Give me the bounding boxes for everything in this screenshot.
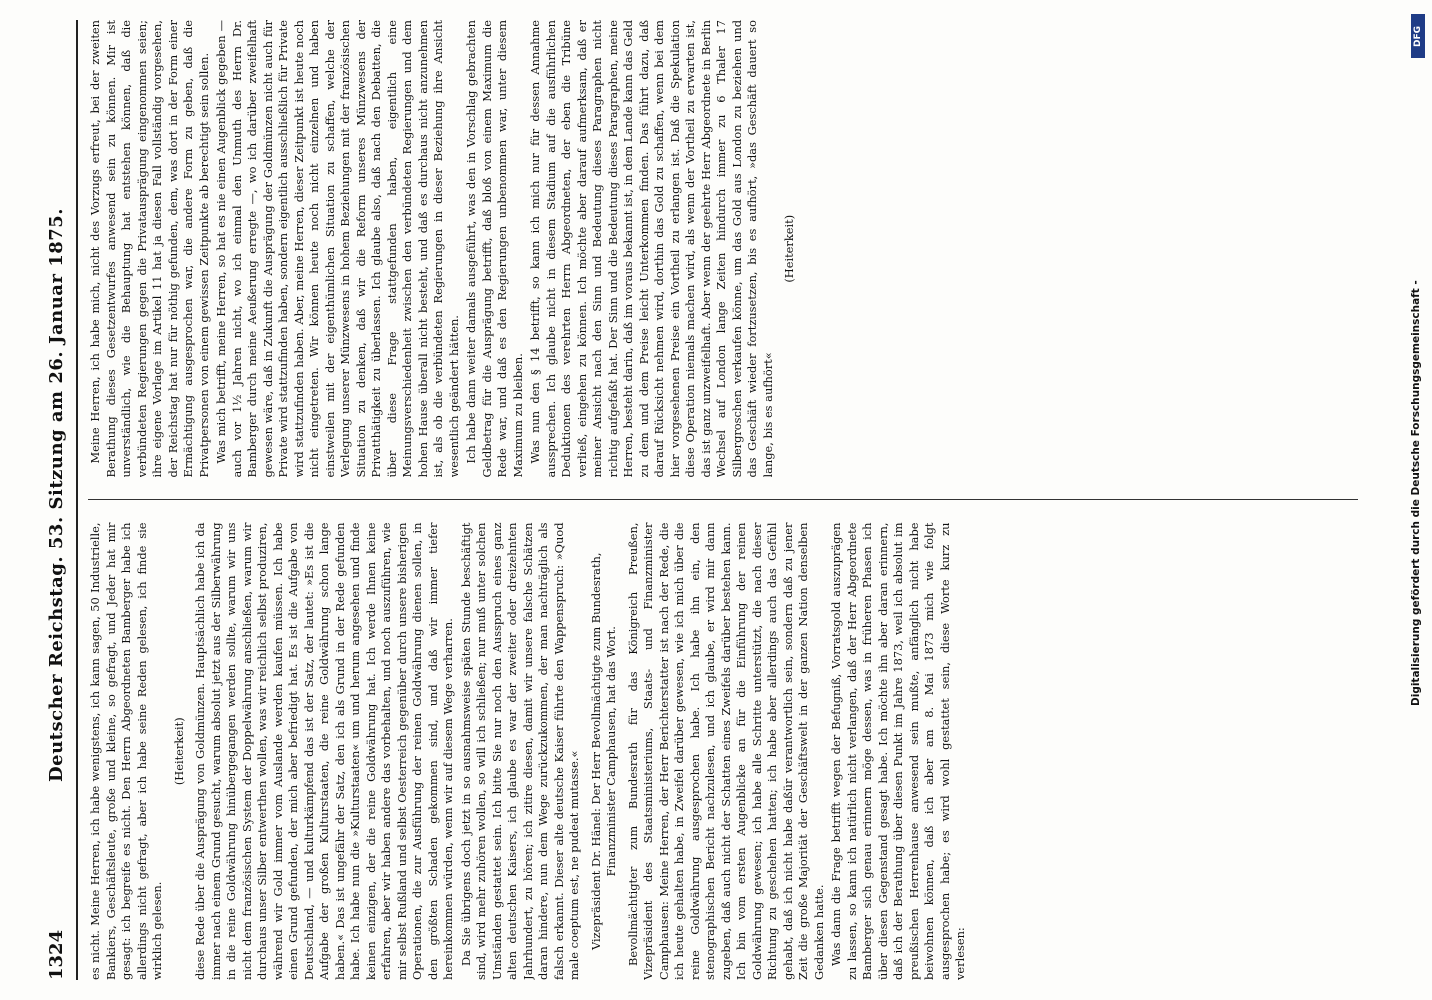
centered-line: Vizepräsident Dr. Hänel: Der Herr Bevollmächtigte zum Bundesrath, Finanzminister Camphausen, hat das Wort. xyxy=(588,552,618,950)
paragraph: Was mich betrifft, meine Herren, so hat es nie einen Augenblick gegeben — auch vor 1½ Jahren nicht, wo ich einmal den Unmuth des Herrn Dr. Bamberger durch meine Aeußerung erregte —, wo ich darüber zweifelhaft gewesen wäre, daß in Zukunft die Ausprägung der Goldmünzen nicht auch für Private wird stattzufinden haben, sondern eigentlich ausschließlich für Private wird stattzufinden haben. Aber, meine Herren, dieser Zeitpunkt ist heute noch nicht eingetreten. Wir können heute noch nicht einzelnen und haben einstweilen mit der eigenthümlichen Situation zu schaffen, welche der Verlegung unserer Münzwesens in hohem Beziehungen mit der französischen Situation zu denken, daß wir die Reform unseres Münzwesens der Privatthätigkeit zu überlassen. Ich glaube also, daß nach den Debatten, die über diese Frage stattgefunden haben, eigentlich eine Meinungsverschiedenheit zwischen den verbündeten Regierungen und dem hohen Hause überall nicht besteht, und daß es durchaus nicht anzunehmen ist, als ob die verbündeten Regierungen in dieser Beziehung ihre Ansicht wesentlich geändert hätten. xyxy=(214,20,461,478)
paragraph: Bevollmächtigter zum Bundesrath für das Königreich Preußen, Vizepräsident des Staatsministeriums, Staats- und Finanzminister Camphausen: Meine Herren, der Herr Berichterstatter ist nach der Rede, die ich heute gehalten habe, in Zweifel darüber gewesen, wie ich mich über die reine Goldwährung ausgesprochen habe. Ich habe ihn ein, den stenographischen Bericht nachzulesen, und ich glaube, er wird mir dann zugeben, daß auch nicht der Schatten eines Zweifels darüber bestehen kann. Ich bin vom ersten Augenblicke an für die Einführung der reinen Goldwährung gewesen; ich habe alle Schritte unterstützt, die nach dieser Richtung zu geschehen hatten; ich habe aber allerdings auch das Gefühl gehabt, daß ich nicht habe daßür verantwortlich sein, sondern daß zu jener Zeit die große Majorität der Geschäftswelt in der ganzen Nation denselben Gedanken hatte. xyxy=(625,522,826,980)
paragraph: Was nun den § 14 betrifft, so kann ich mich nur für dessen Annahme aussprechen. Ich glaube nicht in diesem Stadium auf die ausführlichen Deduktionen des verehrten Herrn Abgeordneten, der eben die Tribüne verließ, eingehen zu können. Ich möchte aber darauf aufmerksam, daß er meiner Ansicht nach den Sinn und Bedeutung dieses Paragraphen nicht richtig aufgefaßt hat. Der Sinn und die Bedeutung dieses Paragraphen, meine Herren, besteht darin, daß im voraus bekannt ist, in dem Lande kann das Geld zu dem und dem Preise leicht Unterkommen finden. Das führt dazu, daß darauf Rücksicht nehmen wird, dorthin das Gold zu schaffen, wenn bei dem hier vorgesehenen Preise ein Vortheil zu erlangen ist. Daß die Spekulation diese Operation niemals machen wird, als wenn der Vortheil zu erwarten ist, das ist ganz unzweifelhaft. Aber wenn der geehrte Herr Abgeordnete in Berlin Wechsel auf London lange Zeiten hindurch immer zu 6 Thaler 17 Silbergroschen verkaufen könne, um das Gold aus London zu beziehen und das Geschäft wieder fortzusetzen, bis es aufhört, »das Geschäft dauert so lange, bis es aufhört« xyxy=(528,20,775,478)
text-column-left xyxy=(88,523,1358,981)
centered-line: (Heiterkeit) xyxy=(782,214,796,283)
paragraph: es nicht. Meine Herren, ich habe wenigstens, ich kann sagen, 50 Industrielle, Bankiers, Geschäftsleute, große und kleine, so gefragt, und Jeder hat mir gesagt: ich begreife es nicht. Den Herrn Abgeordneten Bamberger habe ich allerdings nicht gefragt, aber ich habe seine Reden gelesen, ich finde sie wirklich gelesen. xyxy=(88,522,164,980)
dfg-logo: DFG xyxy=(1411,14,1425,58)
paragraph: Meine Herren, ich habe mich, nicht des Vorzugs erfreut, bei der zweiten Berathung dieses Gesetzentwurfes anwesend sein zu können. Mir ist unverständlich, wie die Behauptung hat entstehen können, daß die verbündeten Regierungen gegen die Privatausprägung eingenommen seien; ihre eigene Vorlage im Artikel 11 hat ja diesen Fall vollständig vorgesehen, der Reichstag hat nur für nöthig gefunden, dem, was dort in der Form einer Ermächtigung ausgesprochen war, die andere Form zu geben, daß die Privatpersonen von einem gewissen Zeitpunkte ab berechtigt sein sollen. xyxy=(88,20,211,478)
paragraph: diese Rede über die Ausprägung von Goldmünzen. Hauptsächlich habe ich da immer nach einem Grund gesucht, warum absolut jetzt aus der Silberwährung in die reine Goldwährung hinübergegangen werden sollte, warum wir uns nicht dem französischen System der Doppelwährung anschließen, warum wir durchaus unser Silber entwerthen wollen, was wir reichlich selbst produziren, während wir Gold immer vom Auslande werden kaufen müssen. Ich habe einen Grund gefunden, der mich aber befriedigt hat. Es ist die Aufgabe von Deutschland, — und kulturkämpfend das ist der Satz, der lautet: »Es ist die Aufgabe der großen Kulturstaaten, die reine Goldwährung schon lange haben.« Das ist ungefähr der Satz, den ich als Grund in der Rede gefunden habe. Ich habe nun die »Kulturstaaten« um und herum angesehen und finde keinen einzigen, der die reine Goldwährung hat. Ich werde Ihnen keine erfahren, aber wir haben andere das vorbehalten, und noch auszuführen, wie mir selbst Rußland und selbst Oesterreich gegenüber durch unsere bisherigen Operationen, die zur Ausführung der reinen Goldwährung dienen sollen, in den größten Schaden gekommen sind, und daß wir immer tiefer hereinkommen würden, wenn wir auf diesem Wege verharren. xyxy=(193,522,455,980)
text-column-right xyxy=(88,20,1358,478)
paragraph: Was dann die Frage betrifft wegen der Befugniß, Vorratsgold auszuprägen zu lassen, so kann ich natürlich nicht verlangen, daß der Herr Abgeordnete Bamberger sich genau erinnern möge dessen, was in früheren Phasen ich über diesen Gegenstand gesagt habe. Ich möchte ihn aber daran erinnern, daß ich der Berathung über diesen Punkt im Jahre 1873, weil ich absolut im preußischen Herrenhause anwesend sein mußte, anfänglich nicht habe beiwohnen können, daß ich aber am 8. Mai 1873 mich wie folgt ausgesprochen habe; es wird wohl gestattet sein, diese Worte kurz zu verlesen: xyxy=(829,522,967,980)
rotated-newspaper-page xyxy=(36,20,1376,980)
page-header-title: Deutscher Reichstag. 53. Sitzung am 26. Januar 1875. xyxy=(45,207,67,782)
paragraph: Ich habe dann weiter damals ausgeführt, was den in Vorschlag gebrachten Geldbetrag für die Ausprägung betrifft, daß bloß von einem Maximum die Rede war, und daß es den Regierungen unbenommen war, unter diesem Maximum zu bleiben. xyxy=(464,20,525,478)
centered-line: (Heiterkeit) xyxy=(171,717,186,786)
page-number: 1324 xyxy=(45,929,67,980)
digitization-sidebar xyxy=(1404,6,1432,1000)
digitization-credit: Digitalisierung gefördert durch die Deutsche Forschungsgemeinschaft - xyxy=(1410,280,1422,706)
column-divider xyxy=(88,500,1358,501)
paragraph: Da Sie übrigens doch jetzt in so ausnahmsweise späten Stunde beschäftigt sind, wird mehr zuhören wollen, so will ich schließen; nur muß unter solchen Umständen gestattet sein. Ich bitte Sie nur noch den Ausspruch eines ganz alten deutschen Kaisers, ich glaube es war der zweiter oder dreizehnten Jahrhundert, zu hören; ich zitire diesen, damit wir unsere falsche Schätzen daran hindere, nun dem Wege zurückzukommen, der man nachträglich als falsch erkannt. Dieser alte deutsche Kaiser führte den Wappenspruch: »Quod male coeptum est, ne pudeat mutasse.« xyxy=(458,522,581,980)
text-columns xyxy=(88,20,1358,980)
running-head xyxy=(36,20,78,980)
